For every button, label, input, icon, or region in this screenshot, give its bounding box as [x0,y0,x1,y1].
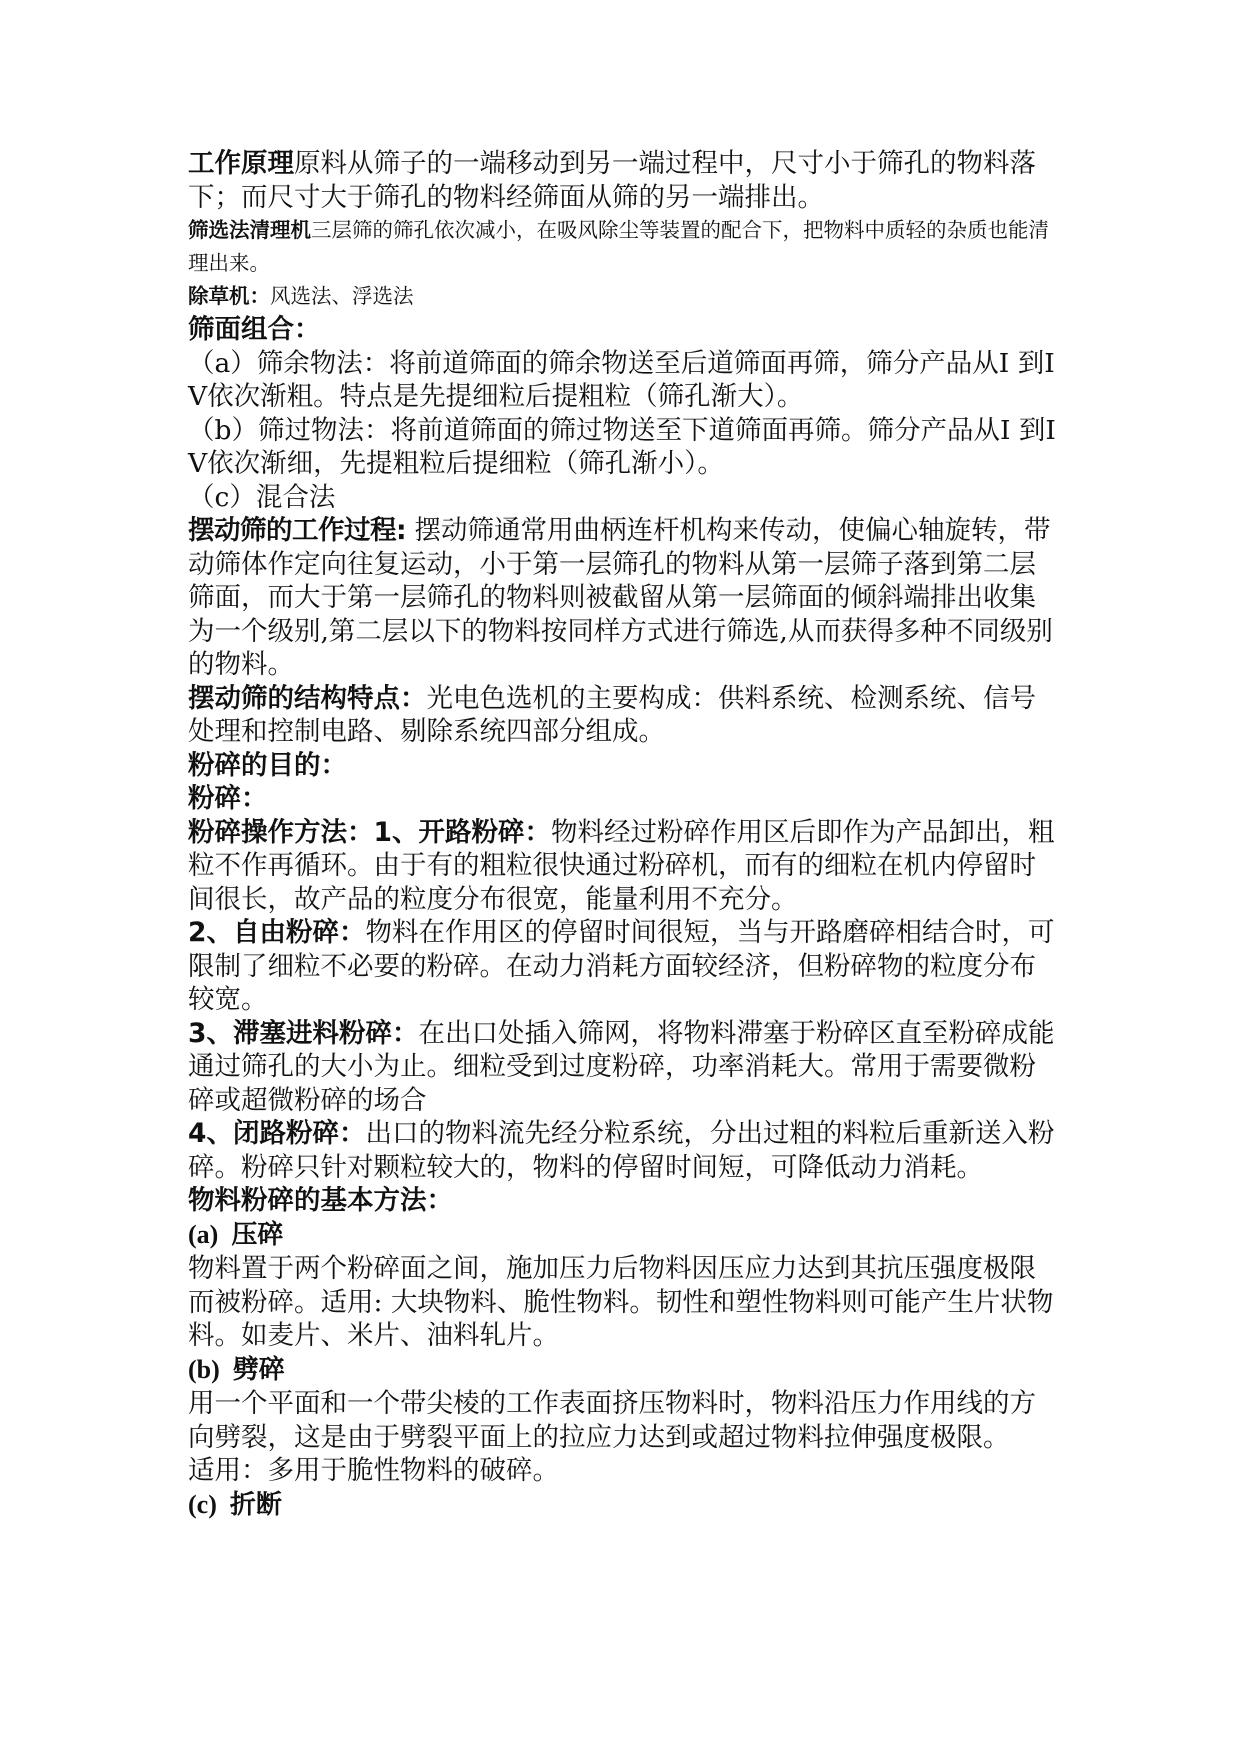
heading: 摆动筛的工作过程: [188,515,407,546]
body-text: 原料从筛子的一端移动到另一端过程中，尺寸小于筛孔的物料落下；而尺寸大于筛孔的物料经筛面从筛的另一端排出。 [188,148,1036,213]
paragraph-closed-circuit [188,1117,1058,1184]
body-text: 物料经过粉碎作用区后即作为产品卸出，粗粒不作再循环。由于有的粗粒很快通过粉碎机，而有的细粒在机内停留时间很长，故产品的粒度分布很宽，能量利用不充分。 [188,816,1055,915]
body-text: （a）筛余物法：将前道筛面的筛余物送至后道筛面再筛，筛分产品从I 到IV依次渐粗。特点是先提细粒后提粗粒（筛孔渐大）。 [188,347,1055,412]
paragraph-compression [188,1252,1058,1353]
body-text: 光电色选机的主要构成：供料系统、检测系统、信号处理和控制电路、剔除系统四部分组成。 [188,682,1036,747]
paragraph-open-circuit [188,816,1058,917]
paragraph-swing-screen-structure [188,682,1058,749]
subheading-title: 劈碎 [232,1354,285,1385]
paragraph-working-principle [188,147,1058,214]
heading: 除草机： [188,284,270,308]
body-text: 物料在作用区的停留时间很短，当与开路磨碎相结合时，可限制了细粒不必要的粉碎。在动力消耗方面较经济，但粉碎物的粒度分布较宽。 [188,917,1055,1015]
paragraph-splitting [188,1387,1058,1454]
paragraph-free-crushing [188,916,1058,1017]
paragraph-screen-combination [188,313,1058,347]
body-text: 用一个平面和一个带尖棱的工作表面挤压物料时，物料沿压力作用线的方向劈裂，这是由于劈裂平面上的拉应力达到或超过物料拉伸强度极限。 [188,1388,1036,1453]
paragraph-splitting-application [188,1454,1058,1488]
paragraph-undersize-method [188,414,1058,481]
body-text: 物料置于两个粉碎面之间，施加压力后物料因压应力达到其抗压强度极限而被粉碎。适用: 大块物料、脆性物料。韧性和塑性物料则可能产生片状物料。如麦片、米片、油料轧片。 [188,1253,1054,1351]
paragraph-screening-cleaner [188,214,1058,280]
body-text: 出口的物料流先经分粒系统，分出过粗的料粒后重新送入粉碎。粉碎只针对颗粒较大的，物料的停留时间短，可降低动力消耗。 [188,1118,1055,1183]
paragraph-choke-feed [188,1017,1058,1118]
paragraph-swing-screen-process [188,514,1058,682]
heading: 筛选法清理机 [188,218,311,242]
paragraph-mixed-method [188,481,1058,515]
body-text: 摆动筛通常用曲柄连杆机构来传动，使偏心轴旋转，带动筛体作定向往复运动，小于第一层筛孔的物料从第一层筛子落到第二层筛面，而大于第一层筛孔的物料则被截留从第一层筛面的倾斜端排出收集为一个级别,第二层以下的物料按同样方式进行筛选,从而获得多种不同级别的物料。 [188,515,1053,680]
paragraph-oversize-method [188,347,1058,414]
heading: 工作原理 [188,148,294,179]
body-text: （b）筛过物法：将前道筛面的筛过物送至下道筛面再筛。筛分产品从I 到IV依次渐细，先提粗粒后提细粒（筛孔渐小）。 [188,414,1056,479]
heading: 筛面组合： [188,314,321,345]
body-text: 风选法、浮选法 [270,284,414,308]
paragraph-basic-methods [188,1184,1058,1218]
heading: 粉碎操作方法：1、开路粉碎： [188,816,551,848]
heading: 粉碎： [188,783,268,814]
body-text: 在出口处插入筛网，将物料滞塞于粉碎区直至粉碎成能通过筛孔的大小为止。细粒受到过度粉碎，功率消耗大。常用于需要微粉碎或超微粉碎的场合 [188,1017,1055,1116]
heading: 物料粉碎的基本方法： [188,1185,453,1216]
subheading-label: (a) [188,1219,219,1249]
body-text: 三层筛的筛孔依次减小，在吸风除尘等装置的配合下，把物料中质轻的杂质也能清理出来。 [188,218,1049,275]
subheading-title: 折断 [229,1489,282,1520]
body-text: （c）混合法 [188,481,336,513]
heading: 3、滞塞进料粉碎： [188,1017,419,1049]
heading: 粉碎的目的： [188,749,347,781]
subheading-title: 压碎 [231,1219,284,1250]
subheading-label: (c) [188,1489,217,1519]
document-page [188,147,1058,1522]
body-text: 适用：多用于脆性物料的破碎。 [188,1455,559,1486]
paragraph-weeding-machine [188,280,1058,313]
subheading-label: (b) [188,1354,220,1384]
heading: 4、闭路粉碎： [188,1118,366,1149]
subheading-splitting [188,1353,1058,1388]
heading: 摆动筛的结构特点： [188,682,427,714]
heading: 2、自由粉碎： [188,917,366,948]
subheading-breaking [188,1488,1058,1523]
paragraph-crushing-purpose [188,749,1058,783]
subheading-compression [188,1218,1058,1253]
paragraph-crushing [188,782,1058,816]
